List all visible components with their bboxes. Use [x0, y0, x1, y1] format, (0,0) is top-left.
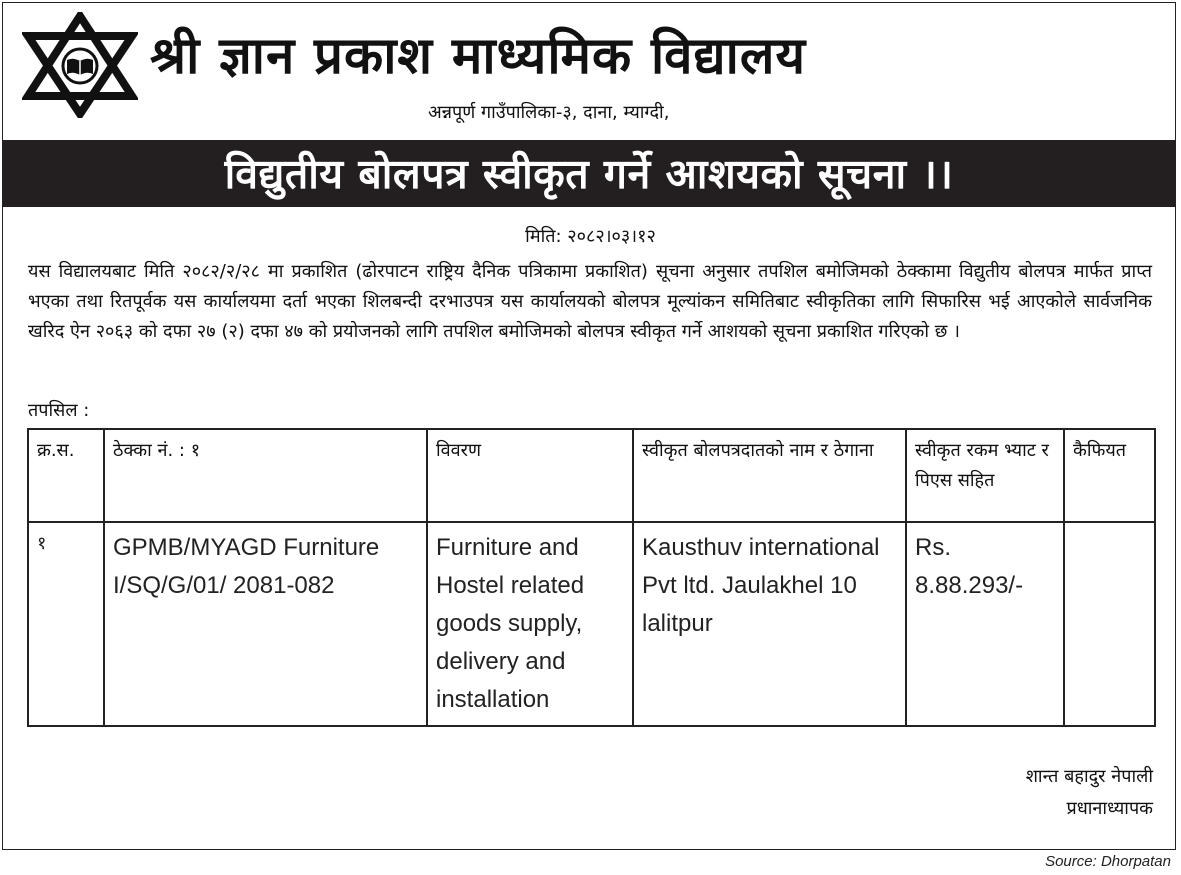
notice-body: यस विद्यालयबाट मिति २०८२/२/२८ मा प्रकाशित (ढोरपाटन राष्ट्रिय दैनिक पत्रिकामा प्रकाशित) सूचना अनुसार तपशिल बमोजिमको ठेक्कामा विद्युतीय बोलपत्र मार्फत प्राप्त भएका तथा रितपूर्वक यस कार्यालयमा दर्ता भएका शिलबन्दी दरभाउपत्र यस कार्यालयको बोलपत्र मूल्यांकन समितिबाट स्वीकृतिका लागि सिफारिस भई आएकोले सार्वजनिक खरिद ऐन २०६३ को दफा २७ (२) दफा ४७ को प्रयोजनको लागि तपशिल बमोजिमको बोलपत्र स्वीकृत गर्ने आशयको सूचना प्रकाशित गरिएको छ ।: [28, 261, 1152, 342]
signatory-name: शान्त बहादुर नेपाली: [1025, 766, 1153, 787]
school-name: श्री ज्ञान प्रकाश माध्यमिक विद्यालय: [150, 27, 807, 86]
header-amount: स्वीकृत रकम भ्याट र पिएस सहित: [906, 429, 1064, 522]
notice-date: मिति: २०८२।०३।१२: [525, 226, 656, 247]
header-bidder: स्वीकृत बोलपत्रदातको नाम र ठेगाना: [633, 429, 906, 522]
school-emblem-icon: [22, 12, 138, 118]
award-table: [27, 428, 1156, 727]
cell-bidder: Kausthuv international Pvt ltd. Jaulakhel 10 lalitpur: [633, 522, 906, 726]
header-description: विवरण: [427, 429, 633, 522]
header-serial: क्र.स.: [28, 429, 104, 522]
cell-description: Furniture and Hostel related goods supply, delivery and installation: [427, 522, 633, 726]
cell-serial: १: [28, 522, 104, 726]
notice-title: विद्युतीय बोलपत्र स्वीकृत गर्ने आशयको सूचना ।।: [224, 150, 954, 198]
notice-banner: [2, 140, 1176, 207]
source-credit: Source: Dhorpatan: [1045, 853, 1171, 870]
header-remarks: कैफियत: [1064, 429, 1155, 522]
table-header-row: [28, 429, 1155, 522]
header-contract-no: ठेक्का नं. : १: [104, 429, 427, 522]
school-address: अन्नपूर्ण गाउँपालिका-३, दाना, म्याग्दी,: [428, 102, 670, 123]
tapasil-label: तपसिल :: [28, 400, 90, 421]
table-row: [28, 522, 1155, 726]
cell-remarks: [1064, 522, 1155, 726]
cell-amount: Rs. 8.88.293/-: [906, 522, 1064, 726]
cell-contract-no: GPMB/MYAGD Furniture I/SQ/G/01/ 2081-082: [104, 522, 427, 726]
signatory-title: प्रधानाध्यापक: [1066, 798, 1153, 819]
